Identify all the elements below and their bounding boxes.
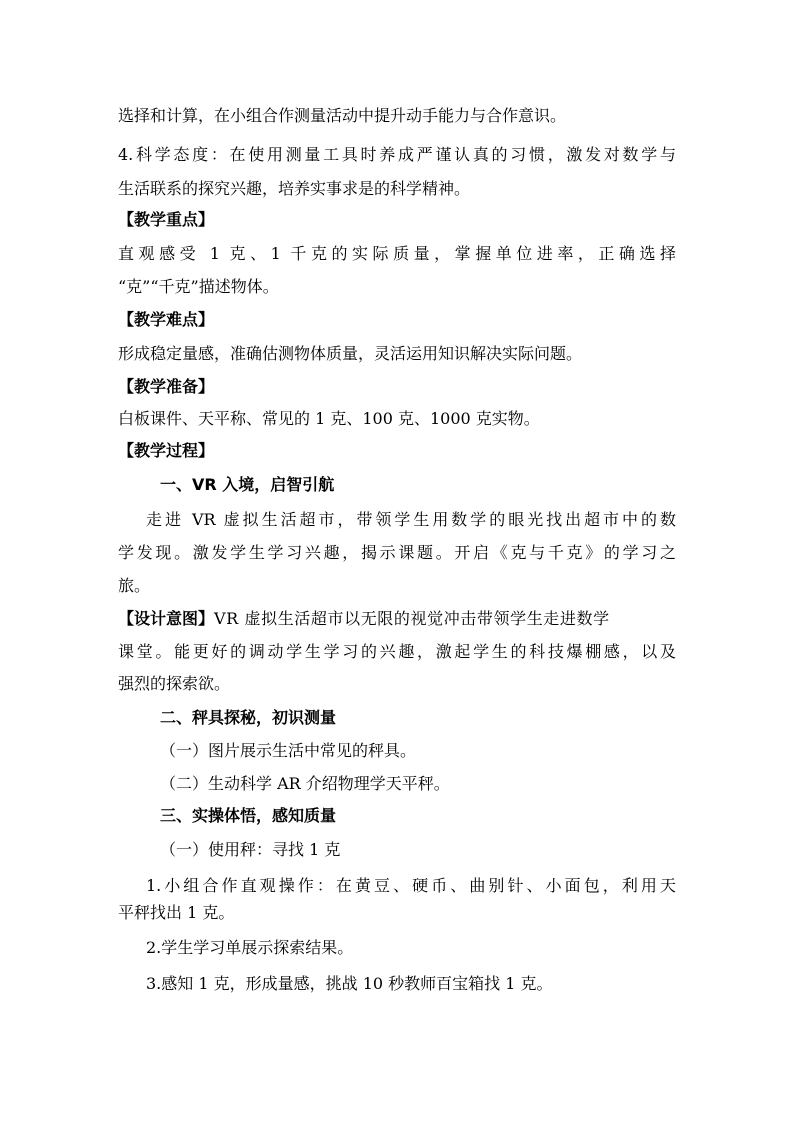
paragraph-line: 2.学生学习单展示探索结果。	[146, 938, 354, 957]
paragraph-line: 强烈的探索欲。	[118, 674, 231, 693]
paragraph-line: 4.科学态度：在使用测量工具时养成严谨认真的习惯，激发对数学与	[118, 145, 676, 164]
section-heading-difficulties: 【教学难点】	[118, 310, 215, 329]
paragraph-line: （一）图片展示生活中常见的秤具。	[160, 741, 417, 760]
paragraph-line: “克”“千克”描述物体。	[118, 277, 279, 296]
paragraph-line: （二）生动科学 AR 介绍物理学天平秤。	[160, 774, 450, 793]
paragraph-line: 平秤找出 1 克。	[118, 903, 235, 922]
step-heading-2: 二、秤具探秘，初识测量	[160, 708, 337, 727]
paragraph-line: （一）使用秤：寻找 1 克	[160, 840, 341, 859]
design-intent-line	[118, 609, 676, 629]
design-intent-label: 【设计意图】	[118, 609, 215, 628]
paragraph-line: 3.感知 1 克，形成量感，挑战 10 秒教师百宝箱找 1 克。	[146, 974, 553, 993]
paragraph-line: 选择和计算，在小组合作测量活动中提升动手能力与合作意识。	[118, 106, 567, 125]
step-heading-1: 一、VR 入境，启智引航	[160, 475, 335, 494]
design-intent-text: VR 虚拟生活超市以无限的视觉冲击带领学生走进数学	[214, 609, 610, 628]
paragraph-line: 白板课件、天平称、常见的 1 克、100 克、1000 克实物。	[118, 409, 540, 428]
paragraph-line: 生活联系的探究兴趣，培养实事求是的科学精神。	[118, 179, 471, 198]
paragraph-line: 直观感受 1 克、1 千克的实际质量，掌握单位进率，正确选择	[118, 244, 676, 263]
section-heading-process: 【教学过程】	[118, 441, 215, 460]
section-heading-key-points: 【教学重点】	[118, 210, 215, 229]
step-heading-3: 三、实操体悟，感知质量	[160, 806, 337, 825]
paragraph-line: 形成稳定量感，准确估测物体质量，灵活运用知识解决实际问题。	[118, 344, 583, 363]
paragraph-line: 1.小组合作直观操作：在黄豆、硬币、曲别针、小面包，利用天	[146, 876, 676, 895]
paragraph-line: 学发现。激发学生学习兴趣，揭示课题。开启《克与千克》的学习之	[118, 543, 676, 562]
paragraph-line: 走进 VR 虚拟生活超市，带领学生用数学的眼光找出超市中的数	[146, 510, 676, 529]
section-heading-preparation: 【教学准备】	[118, 377, 215, 396]
paragraph-line: 课堂。能更好的调动学生学习的兴趣，激起学生的科技爆棚感，以及	[118, 642, 676, 661]
paragraph-line: 旅。	[118, 576, 151, 595]
